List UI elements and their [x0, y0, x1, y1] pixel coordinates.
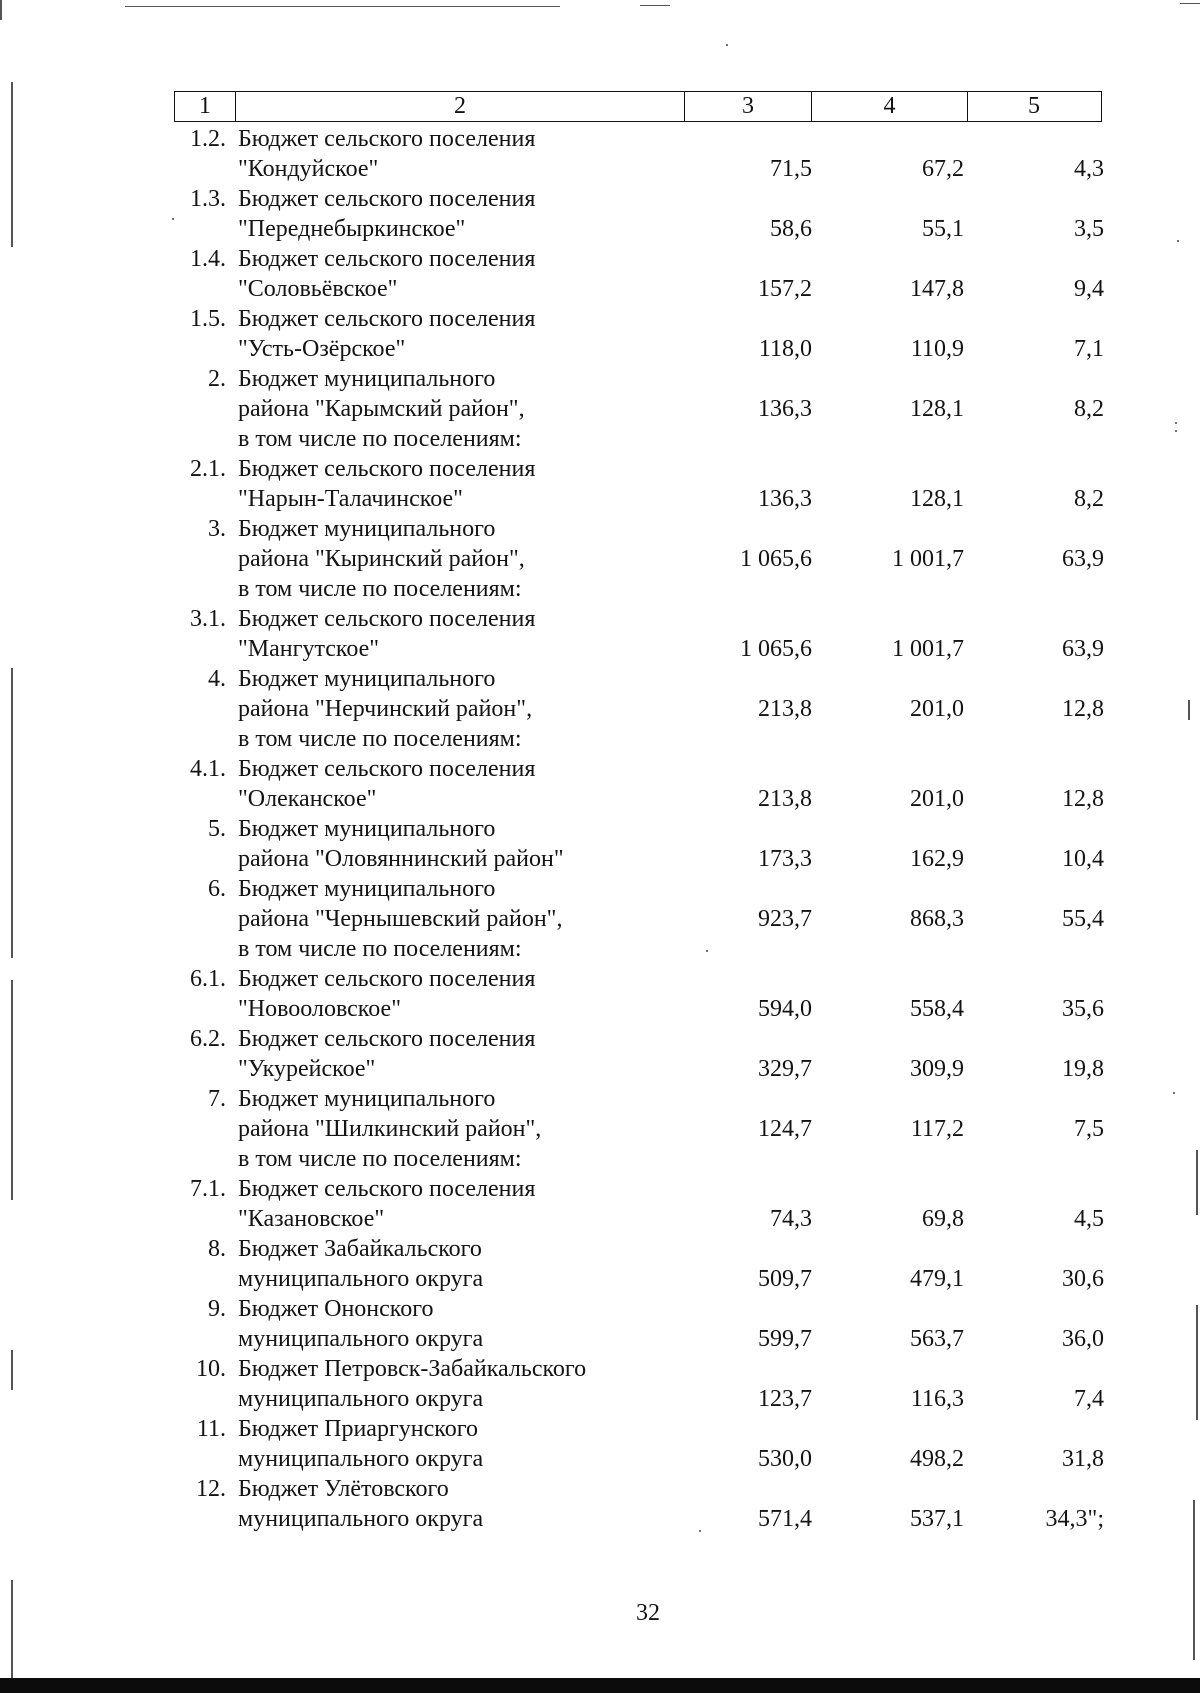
value-column-5: 4,3 [1074, 156, 1104, 182]
row-label-line: Бюджет муниципального [238, 666, 496, 692]
value-column-3: 213,8 [758, 696, 812, 722]
row-label-line: Бюджет Петровск-Забайкальского [238, 1356, 587, 1382]
row-label-line: района "Кыринский район", [238, 546, 525, 572]
value-column-4: 309,9 [910, 1056, 964, 1082]
row-label-line: района "Чернышевский район", [238, 906, 563, 932]
column-header-2: 2 [236, 92, 685, 121]
scan-artifact-top-line-right [1180, 3, 1200, 4]
row-label-line: "Мангутское" [238, 636, 380, 662]
value-column-4: 110,9 [910, 336, 964, 362]
row-label-line: "Кондуйское" [238, 156, 379, 182]
row-label-line: Бюджет муниципального [238, 876, 496, 902]
value-column-3: 599,7 [758, 1326, 812, 1352]
value-column-5: 8,2 [1074, 486, 1104, 512]
row-label-line: Бюджет муниципального [238, 366, 496, 392]
row-number: 11. [196, 1416, 226, 1442]
value-column-5: 63,9 [1062, 636, 1104, 662]
value-column-3: 123,7 [758, 1386, 812, 1412]
table-row [0, 1084, 1200, 1174]
row-label-line: Бюджет сельского поселения [238, 756, 536, 782]
value-column-5: 8,2 [1074, 396, 1104, 422]
value-column-3: 118,0 [758, 336, 812, 362]
value-column-3: 509,7 [758, 1266, 812, 1292]
row-label-line: района "Оловяннинский район" [238, 846, 564, 872]
value-column-5: 36,0 [1062, 1326, 1104, 1352]
row-number: 4.1. [190, 756, 226, 782]
value-column-4: 498,2 [910, 1446, 964, 1472]
value-column-5: 10,4 [1062, 846, 1104, 872]
value-column-3: 1 065,6 [740, 636, 812, 662]
scan-artifact-left-edge [11, 1580, 13, 1678]
scan-artifact-left-edge [0, 0, 2, 20]
row-label-line: Бюджет сельского поселения [238, 456, 536, 482]
value-column-4: 201,0 [910, 786, 964, 812]
value-column-5: 4,5 [1074, 1206, 1104, 1232]
row-label-line: "Усть-Озёрское" [238, 336, 406, 362]
row-label-line: Бюджет муниципального [238, 516, 496, 542]
value-column-3: 594,0 [758, 996, 812, 1022]
value-column-3: 136,3 [758, 486, 812, 512]
table-row [0, 814, 1200, 874]
row-number: 9. [208, 1296, 226, 1322]
row-label-line: муниципального округа [238, 1506, 484, 1532]
value-column-3: 71,5 [770, 156, 812, 182]
row-number: 2.1. [190, 456, 226, 482]
value-column-5: 7,4 [1074, 1386, 1104, 1412]
row-number: 7. [208, 1086, 226, 1112]
column-header-1: 1 [175, 92, 236, 121]
row-label-line: "Нарын-Талачинское" [238, 486, 463, 512]
row-number: 3.1. [190, 606, 226, 632]
value-column-5: 12,8 [1062, 696, 1104, 722]
table-row [0, 304, 1200, 364]
scan-artifact-bottom-bar [0, 1678, 1200, 1693]
value-column-4: 55,1 [922, 216, 964, 242]
row-label-line: муниципального округа [238, 1386, 484, 1412]
row-label-line: Бюджет Улётовского [238, 1476, 449, 1502]
value-column-4: 868,3 [910, 906, 964, 932]
row-number: 10. [196, 1356, 226, 1382]
value-column-4: 537,1 [910, 1506, 964, 1532]
row-label-line: муниципального округа [238, 1266, 484, 1292]
value-column-5: 9,4 [1074, 276, 1104, 302]
value-column-5: 35,6 [1062, 996, 1104, 1022]
row-label-line: района "Шилкинский район", [238, 1116, 542, 1142]
value-column-3: 213,8 [758, 786, 812, 812]
value-column-4: 558,4 [910, 996, 964, 1022]
table-row [0, 454, 1200, 514]
value-column-4: 479,1 [910, 1266, 964, 1292]
row-number: 8. [208, 1236, 226, 1262]
table-row [0, 364, 1200, 454]
value-column-3: 571,4 [758, 1506, 812, 1532]
value-column-3: 329,7 [758, 1056, 812, 1082]
row-number: 1.2. [190, 126, 226, 152]
table-row [0, 1354, 1200, 1414]
row-number: 1.4. [190, 246, 226, 272]
value-column-5: 19,8 [1062, 1056, 1104, 1082]
row-label-line: Бюджет муниципального [238, 1086, 496, 1112]
row-number: 3. [208, 516, 226, 542]
value-column-4: 147,8 [910, 276, 964, 302]
table-row [0, 1474, 1200, 1534]
row-label-line: "Новооловское" [238, 996, 401, 1022]
table-row [0, 184, 1200, 244]
row-label-line: в том числе по поселениям: [238, 936, 522, 962]
value-column-5: 7,1 [1074, 336, 1104, 362]
value-column-3: 923,7 [758, 906, 812, 932]
row-number: 4. [208, 666, 226, 692]
row-label-line: "Соловьёвское" [238, 276, 398, 302]
value-column-5: 31,8 [1062, 1446, 1104, 1472]
page-number: 32 [636, 1600, 660, 1626]
scan-artifact-dot [726, 44, 728, 46]
value-column-3: 530,0 [758, 1446, 812, 1472]
value-column-3: 1 065,6 [740, 546, 812, 572]
value-column-5: 30,6 [1062, 1266, 1104, 1292]
table-header-row [174, 91, 1102, 122]
row-number: 12. [196, 1476, 226, 1502]
value-column-4: 69,8 [922, 1206, 964, 1232]
table-row [0, 1174, 1200, 1234]
value-column-4: 128,1 [910, 396, 964, 422]
row-label-line: Бюджет Ононского [238, 1296, 434, 1322]
value-column-5: 63,9 [1062, 546, 1104, 572]
value-column-3: 74,3 [770, 1206, 812, 1232]
table-row [0, 1024, 1200, 1084]
scan-artifact-top-line-short [640, 5, 670, 6]
table-body [0, 124, 1200, 1534]
table-row [0, 124, 1200, 184]
value-column-5: 7,5 [1074, 1116, 1104, 1142]
row-number: 6. [208, 876, 226, 902]
value-column-3: 173,3 [758, 846, 812, 872]
column-header-4: 4 [812, 92, 968, 121]
value-column-4: 1 001,7 [892, 636, 964, 662]
column-header-3: 3 [685, 92, 812, 121]
row-label-line: Бюджет сельского поселения [238, 1026, 536, 1052]
row-label-line: Бюджет Забайкальского [238, 1236, 482, 1262]
row-label-line: района "Нерчинский район", [238, 696, 533, 722]
row-label-line: Бюджет сельского поселения [238, 246, 536, 272]
table-row [0, 244, 1200, 304]
row-label-line: Бюджет сельского поселения [238, 1176, 536, 1202]
row-label-line: Бюджет сельского поселения [238, 606, 536, 632]
table-row [0, 964, 1200, 1024]
value-column-5: 34,3"; [1045, 1506, 1104, 1532]
column-header-5: 5 [1028, 93, 1040, 119]
row-number: 7.1. [190, 1176, 226, 1202]
row-label-line: Бюджет муниципального [238, 816, 496, 842]
row-label-line: Бюджет сельского поселения [238, 306, 536, 332]
table-row [0, 874, 1200, 964]
scan-artifact-top-line [125, 6, 560, 7]
value-column-4: 162,9 [910, 846, 964, 872]
row-label-line: в том числе по поселениям: [238, 426, 522, 452]
value-column-4: 563,7 [910, 1326, 964, 1352]
table-row [0, 1234, 1200, 1294]
row-label-line: Бюджет сельского поселения [238, 966, 536, 992]
table-row [0, 1414, 1200, 1474]
table-row [0, 604, 1200, 664]
row-number: 6.2. [190, 1026, 226, 1052]
value-column-5: 12,8 [1062, 786, 1104, 812]
row-label-line: в том числе по поселениям: [238, 726, 522, 752]
table-row [0, 1294, 1200, 1354]
row-number: 5. [208, 816, 226, 842]
value-column-4: 116,3 [910, 1386, 964, 1412]
row-label-line: "Переднебыркинское" [238, 216, 466, 242]
value-column-5: 3,5 [1074, 216, 1104, 242]
row-label-line: "Укурейское" [238, 1056, 376, 1082]
value-column-4: 128,1 [910, 486, 964, 512]
value-column-4: 67,2 [922, 156, 964, 182]
row-label-line: района "Карымский район", [238, 396, 525, 422]
value-column-3: 58,6 [770, 216, 812, 242]
value-column-3: 136,3 [758, 396, 812, 422]
row-label-line: Бюджет Приаргунского [238, 1416, 478, 1442]
row-label-line: в том числе по поселениям: [238, 1146, 522, 1172]
row-label-line: в том числе по поселениям: [238, 576, 522, 602]
row-label-line: "Казановское" [238, 1206, 385, 1232]
row-label-line: муниципального округа [238, 1446, 484, 1472]
row-label-line: "Олеканское" [238, 786, 377, 812]
row-label-line: муниципального округа [238, 1326, 484, 1352]
row-label-line: Бюджет сельского поселения [238, 126, 536, 152]
value-column-5: 55,4 [1062, 906, 1104, 932]
row-number: 6.1. [190, 966, 226, 992]
value-column-4: 201,0 [910, 696, 964, 722]
table-row [0, 754, 1200, 814]
value-column-4: 117,2 [910, 1116, 964, 1142]
value-column-3: 124,7 [758, 1116, 812, 1142]
table-row [0, 664, 1200, 754]
value-column-3: 157,2 [758, 276, 812, 302]
row-label-line: Бюджет сельского поселения [238, 186, 536, 212]
value-column-4: 1 001,7 [892, 546, 964, 572]
row-number: 2. [208, 366, 226, 392]
row-number: 1.5. [190, 306, 226, 332]
row-number: 1.3. [190, 186, 226, 212]
table-row [0, 514, 1200, 604]
